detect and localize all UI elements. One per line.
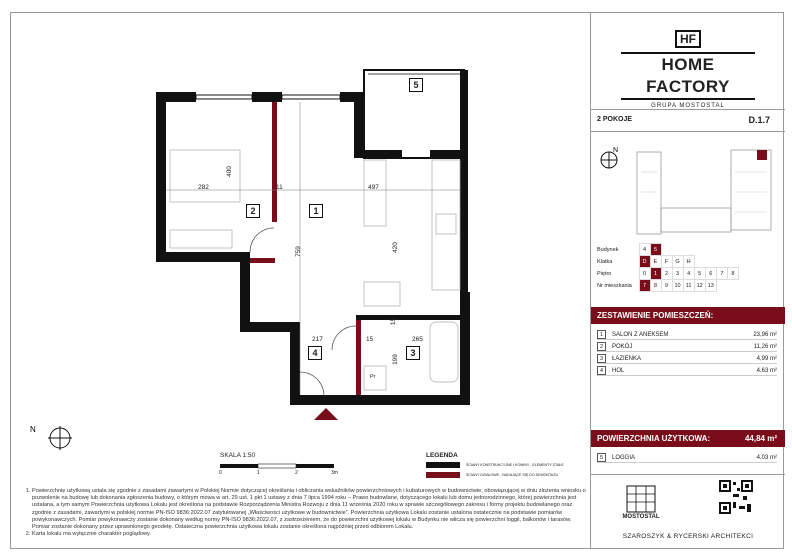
- dim-420: 420: [391, 242, 399, 253]
- architect-text: SZAROSZYK & RYCERSKI ARCHITEKCI: [622, 533, 754, 540]
- wall-left-lower: [240, 252, 250, 332]
- grid-cell: 11: [683, 280, 694, 292]
- svg-text:N: N: [613, 147, 619, 154]
- grid-cell: 4: [639, 244, 650, 256]
- wall-loggia-left: [354, 92, 364, 158]
- grid-cell: 2: [661, 268, 672, 280]
- grid-cell: H: [683, 256, 694, 268]
- dim-265: 265: [412, 336, 423, 343]
- qr-code-icon: [719, 480, 753, 514]
- scale-tick-2: 2: [295, 470, 298, 476]
- grid-row-label: Piętro: [597, 270, 612, 277]
- grid-row-label: Budynek: [597, 246, 619, 253]
- door-entry: [300, 372, 324, 396]
- wall-step: [156, 252, 250, 262]
- scale-title: SKALA 1:50: [220, 452, 256, 459]
- room-label-1: 1: [309, 204, 323, 218]
- room-num: 3: [597, 354, 606, 363]
- wall-right: [460, 150, 468, 292]
- dim-282: 282: [198, 184, 209, 191]
- partition-room: [272, 102, 277, 222]
- legend-item-structural: ŚCIANY KONSTRUKCYJNE I KOMINY - ELEMENTY STAŁE: [426, 462, 564, 468]
- legend-title: LEGENDA: [426, 452, 458, 459]
- door-bath: [332, 326, 356, 350]
- grid-cell: G: [672, 256, 683, 268]
- room-label-5: 5: [409, 78, 423, 92]
- notes: [10, 488, 590, 538]
- grid-cell: 9: [661, 280, 672, 292]
- usable-area-bar: [591, 430, 785, 447]
- room-num: 1: [597, 330, 606, 339]
- grid-cell: 13: [705, 280, 716, 292]
- mostostal-text: MOSTOSTAL: [622, 514, 660, 520]
- grid-row-label: Nr mieszkania: [597, 282, 632, 289]
- loggia-wall: [460, 70, 468, 156]
- scale-tick-3: 3m: [331, 470, 338, 476]
- room-label-4: 4: [308, 346, 322, 360]
- grid-cell: 4: [683, 268, 694, 280]
- dim-217: 217: [312, 336, 323, 343]
- grid-row: [595, 244, 738, 256]
- wall-bath-top: [356, 315, 460, 320]
- room-row: [597, 330, 777, 340]
- grid-cell: 12: [694, 280, 705, 292]
- wall-right-lower: [460, 292, 470, 402]
- dim-15-b: 15: [390, 317, 398, 326]
- room-area: 11,26 m²: [753, 343, 777, 350]
- building-mini-map: [631, 142, 781, 237]
- rooms-count: 2 POKOJE: [597, 116, 633, 123]
- room-label-3: 3: [406, 346, 420, 360]
- table: [364, 282, 400, 306]
- dim-199: 199: [391, 354, 399, 365]
- wall-top-b: [252, 92, 282, 102]
- wall-loggia-bottom-a: [364, 150, 402, 158]
- grid-cell: 10: [672, 280, 683, 292]
- logo-sub: GRUPA MOSTOSTAL: [651, 103, 725, 109]
- dim-11: 11: [276, 184, 283, 191]
- wardrobe: [170, 230, 232, 248]
- svg-text:N: N: [30, 425, 36, 434]
- door-room: [250, 228, 274, 252]
- scale-tick-1: 1: [257, 470, 260, 476]
- unit-code: D.1.7: [748, 115, 770, 125]
- grid-row: [595, 268, 738, 280]
- dim-759: 759: [294, 246, 302, 257]
- room-name: POKÓJ: [612, 343, 633, 350]
- grid-cell: F: [661, 256, 672, 268]
- room-area: 4,99 m²: [756, 355, 777, 362]
- fridge-label: Pr: [370, 374, 376, 380]
- scale-tick-0: 0: [219, 470, 222, 476]
- logo-name: HOME FACTORY: [621, 52, 755, 100]
- bathtub: [430, 322, 458, 382]
- dim-400: 400: [225, 166, 233, 177]
- usable-area-label: POWIERZCHNIA UŻYTKOWA:: [597, 434, 711, 443]
- partition-room-low: [250, 258, 275, 263]
- grid-cell: 8: [727, 268, 738, 280]
- wall-bottom: [290, 395, 470, 405]
- grid-cell: D: [639, 256, 650, 268]
- scale-bar: [218, 462, 348, 478]
- compass-icon: [597, 146, 621, 172]
- entrance-marker: [314, 408, 338, 420]
- logo-hf: HF: [675, 30, 701, 48]
- sidebar: [590, 12, 784, 549]
- grid-cell: 7: [639, 280, 650, 292]
- grid-cell: 0: [639, 268, 650, 280]
- room-row: [597, 366, 777, 376]
- sofa: [364, 160, 386, 226]
- room-row: [597, 342, 777, 352]
- logo: [613, 30, 763, 109]
- location-grid: [595, 243, 739, 292]
- room-name: HOL: [612, 367, 625, 374]
- room-name: SALON Z ANEKSEM: [612, 331, 669, 338]
- grid-cell: 7: [716, 268, 727, 280]
- room-label-2: 2: [246, 204, 260, 218]
- window-living: [282, 95, 340, 99]
- grid-row: [595, 256, 738, 268]
- wall-top-a: [156, 92, 196, 102]
- grid-row: [595, 280, 738, 292]
- grid-cell: E: [650, 256, 661, 268]
- grid-cell: 5: [694, 268, 705, 280]
- window-room: [196, 95, 252, 99]
- room-num: 2: [597, 342, 606, 351]
- dim-15-a: 15: [366, 336, 374, 343]
- room-row: [597, 354, 777, 364]
- wall-left-upper: [156, 92, 166, 262]
- rooms-title: ZESTAWIENIE POMIESZCZEŃ:: [591, 307, 785, 324]
- room-area: 23,96 m²: [753, 331, 777, 338]
- grid-row-label: Klatka: [597, 258, 613, 265]
- grid-cell: 1: [650, 268, 661, 280]
- grid-cell: 6: [705, 268, 716, 280]
- grid-cell: 8: [650, 280, 661, 292]
- wall-hall-left: [290, 322, 300, 402]
- grid-cell: 3: [672, 268, 683, 280]
- room-num: 4: [597, 366, 606, 375]
- room-name: ŁAZIENKA: [612, 355, 642, 362]
- loggia-row: 5 LOGGIA 4,03 m²: [597, 453, 777, 463]
- dim-497: 497: [368, 184, 379, 191]
- grid-cell: 5: [650, 244, 661, 256]
- note-1: 1. Powierzchnię użytkową ustala się zgodnie z zasadami zawartymi w Polskiej Normie dotyczącej określania i obliczania wskaźników powierzchniowych i kubaturowych w budownictwie, obowiązującej w dniu złożenia wniosku o pozwolenie na budowę lub dokonania zgłoszenia budowy, o którym mowa w art. 29 ust. 1 pkt 1 ustawy z dnia 7 lipca 1994 roku – Prawo budowlane, dotyczącego lokalu lub domu jednorodzinnego, której powierzchnia jest ustalana, a tym samym Powierzchnia użytkowa Lokalu jest określona na podstawie Rozporządzenia Ministra Rozwoju z dnia 11 września 2020 roku w sprawie szczegółowego zakresu i formy projektu budowlanego oraz zgodnie z zasadami, zawartymi w polskiej normie PN-ISO 9836:2022.07 zatytułowanej „Właściwości użytkowe w budownictwie”. Powierzchnia użytkowa Lokalu zostanie ustalona ostatecznie na podstawie pomiarów powykonawczych. Pomiar powykonawczy zostanie dokonany według normy PN-ISO 9836:2022.07, z zastrzeżeniem, że do powierzchni użytkowej lokalu w Budynku nie wlicza się powierzchni loggii, balkonów i tarasów. Pomiar zostanie dokonany przez uprawnionego geodetę. Ostateczna powierzchnia użytkowa lokalu zostanie określona najpóźniej przed odbiorem Lokalu.: [32, 488, 590, 531]
- legend-item-partition: ŚCIANY DZIAŁOWE - NADAJĄCE SIĘ DO DEMONTAŻU: [426, 472, 558, 478]
- usable-area-value: 44,84 m²: [744, 434, 777, 443]
- note-2: 2. Karta lokalu ma wyłącznie charakter poglądowy.: [32, 531, 590, 538]
- room-area: 4,63 m²: [756, 367, 777, 374]
- partition-bath: [356, 315, 361, 395]
- stove: [436, 214, 456, 234]
